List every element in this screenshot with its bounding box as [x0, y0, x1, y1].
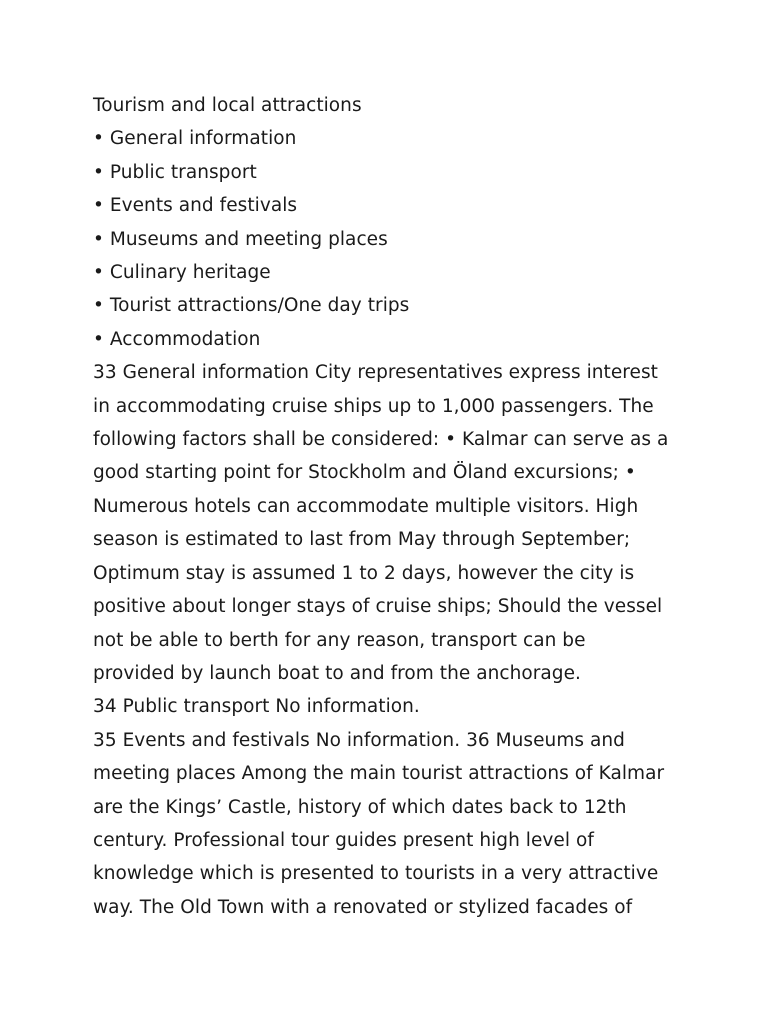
paragraph-line: season is estimated to last from May through September;: [93, 529, 631, 551]
paragraph-line: way. The Old Town with a renovated or stylized facades of: [93, 896, 633, 918]
document-title: Tourism and local attractions: [93, 95, 362, 116]
paragraph-line: good starting point for Stockholm and Öland excursions; •: [93, 462, 636, 484]
paragraph-line: meeting places Among the main tourist attractions of Kalmar: [93, 763, 665, 785]
topic-list-item: • Public transport: [93, 161, 257, 183]
paragraph-line: not be able to berth for any reason, transport can be: [93, 629, 586, 651]
topic-list-item: • Museums and meeting places: [93, 228, 388, 250]
paragraph-line: provided by launch boat to and from the anchorage.: [93, 662, 581, 684]
paragraph-line: knowledge which is presented to tourists in a very attractive: [93, 863, 659, 885]
section-general-information: [93, 356, 683, 690]
topic-list-item: • Culinary heritage: [93, 262, 271, 284]
document-page: [93, 89, 683, 924]
paragraph-line: in accommodating cruise ships up to 1,000 passengers. The: [93, 395, 654, 417]
topic-list-item: • Tourist attractions/One day trips: [93, 295, 410, 317]
paragraph-line: following factors shall be considered: • Kalmar can serve as a: [93, 429, 669, 451]
section-public-transport: [93, 690, 683, 723]
paragraph-line: Optimum stay is assumed 1 to 2 days, however the city is: [93, 562, 635, 584]
paragraph-line: 33 General information City representatives express interest: [93, 362, 658, 384]
paragraph-line: Numerous hotels can accommodate multiple visitors. High: [93, 495, 639, 517]
paragraph-line: 35 Events and festivals No information. 36 Museums and: [93, 729, 625, 751]
paragraph-line: 34 Public transport No information.: [93, 696, 420, 718]
paragraph-line: are the Kings’ Castle, history of which dates back to 12th: [93, 796, 627, 818]
topic-list-item: • Events and festivals: [93, 195, 298, 217]
paragraph-line: positive about longer stays of cruise ships; Should the vessel: [93, 596, 663, 618]
section-events-and-museums: [93, 724, 683, 924]
topic-list-item: • Accommodation: [93, 328, 261, 350]
topic-list: [93, 122, 683, 356]
paragraph-line: century. Professional tour guides present high level of: [93, 829, 594, 851]
topic-list-item: • General information: [93, 128, 297, 150]
